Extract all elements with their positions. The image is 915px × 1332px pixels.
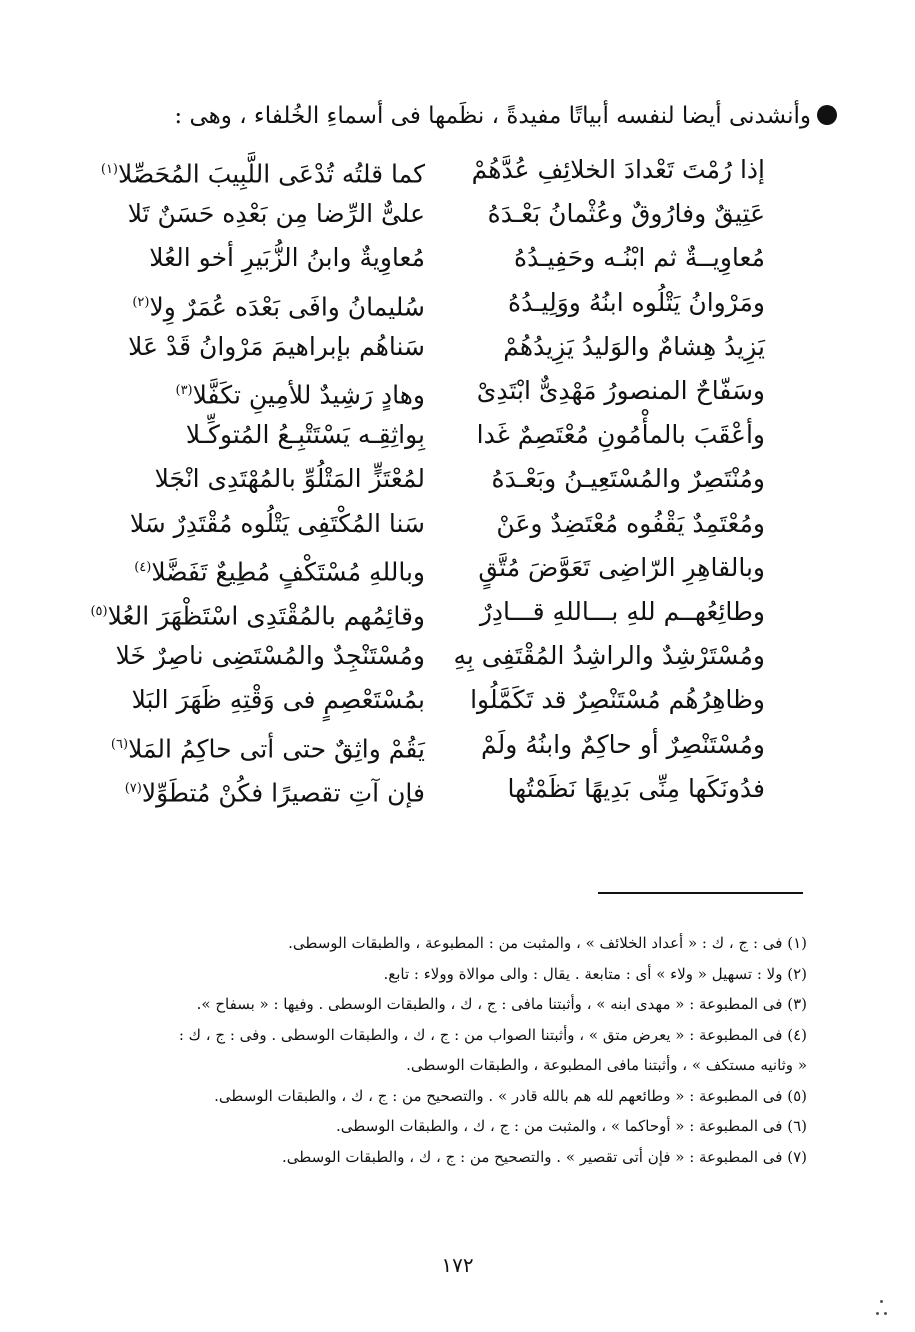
hemistich-text: وباللهِ مُسْتَكْفٍ مُطِيعٌ تَفَضَّلا: [151, 557, 425, 587]
intro-line: [77, 98, 837, 134]
footnote-marker: (٦): [110, 736, 129, 752]
second-hemistich: [95, 634, 425, 678]
second-hemistich: [95, 325, 425, 369]
verse-2: [0, 192, 915, 236]
bullet-icon: [817, 105, 837, 125]
footnote-6: (٦) فى المطبوعة : « أوحاكما » ، والمثبت من : ج ، ك ، والطبقات الوسطى.: [336, 1117, 807, 1135]
scan-speck: [876, 1312, 879, 1315]
second-hemistich: [95, 723, 425, 771]
verse-4: [0, 281, 915, 325]
hemistich-text: بِواثِقِـه يَسْتَتْبِـعُ المُتوكِّـلا: [185, 420, 425, 450]
footnote-1: (١) فى : ج ، ك : « أعداد الخلائف » ، والمثبت من : المطبوعة ، والطبقات الوسطى.: [288, 934, 807, 952]
hemistich-text: بمُسْتَعْصِمٍ فى وَقْتِهِ ظَهَرَ البَلا: [131, 685, 425, 715]
footnote-5: (٥) فى المطبوعة : « وطائعهم لله هم بالله قادر » . والتصحيح من : ج ، ك ، والطبقات الوسطى.: [214, 1086, 807, 1105]
footnote-4-continued: « وثانيه مستكف » ، وأثبتنا مافى المطبوعة ، والطبقات الوسطى.: [406, 1056, 807, 1074]
footnote-marker: (٧): [124, 780, 142, 796]
footnote-marker: (١): [100, 162, 118, 177]
first-hemistich: يَزِيدُ هِشامٌ والوَليدُ يَزِيدُهُمْ: [503, 331, 765, 361]
footnote-marker: (٣): [175, 383, 193, 398]
second-hemistich: [95, 457, 425, 501]
first-hemistich: ومُعْتَمِدٌ يَقْفُوه مُعْتَضِدٌ وعَنْ: [496, 508, 765, 538]
first-hemistich: وطائِعُهــم للهِ بـــاللهِ قـــادِرٌ: [479, 597, 765, 626]
footnote-marker: (٤): [134, 559, 152, 575]
verse-15: [0, 767, 915, 811]
first-hemistich: ومُسْتَنْصِرٌ أو حاكِمٌ وابنُهُ ولَمْ: [481, 729, 765, 759]
verse-6: [0, 369, 915, 413]
verse-14: [0, 723, 915, 767]
first-hemistich: وبالقاهِرِ الرّاضِى تَعَوَّضَ مُتَّقٍ: [478, 552, 765, 582]
second-hemistich: [95, 236, 425, 280]
footnote-separator: [598, 892, 803, 894]
first-hemistich: ومَرْوانُ يَتْلُوه ابنُهُ ووَلِيـدُهُ: [508, 287, 765, 317]
hemistich-text: سَنا المُكْتَفِى يَتْلُوه مُقْتَدِرٌ سَلا: [129, 508, 425, 538]
verse-7: [0, 413, 915, 457]
intro-text: وأنشدنى أيضا لنفسه أبياتًا مفيدةً ، نظَمها فى أسماءِ الخُلفاء ، وهى :: [174, 103, 811, 129]
first-hemistich: وسَفّاحٌ المنصورُ مَهْدِىٌّ ابْتَدِىْ: [476, 376, 765, 405]
footnote-marker: (٥): [90, 604, 108, 619]
hemistich-text: مُعاوِيةٌ وابنُ الزُّبَيرِ أخو العُلا: [149, 243, 425, 273]
hemistich-text: سَناهُم بإبراهيمَ مَرْوانُ قَدْ عَلا: [128, 331, 425, 361]
second-hemistich: [95, 148, 425, 196]
scan-speck: [884, 1312, 887, 1315]
second-hemistich: [95, 192, 425, 236]
verse-3: [0, 236, 915, 280]
hemistich-text: وهادٍ رَشِيدٌ للأمِينِ تكَفَّلا: [192, 380, 425, 410]
first-hemistich: ومُسْتَرْشِدٌ والراشِدُ المُقْتَفِى بِهِ: [453, 641, 765, 671]
second-hemistich: [95, 678, 425, 722]
page-number: ١٧٢: [441, 1253, 474, 1277]
hemistich-text: سُليمانُ وافَى بَعْدَه عُمَرٌ وِلا: [149, 291, 425, 321]
verse-5: [0, 325, 915, 369]
hemistich-text: فإن آتِ تقصيرًا فكُنْ مُتطَوِّلا: [141, 778, 425, 808]
second-hemistich: [95, 413, 425, 457]
first-hemistich: فدُونَكَها مِنِّى بَدِيهًا نَظَمْتُها: [507, 773, 765, 803]
verse-10: [0, 546, 915, 590]
second-hemistich: [90, 590, 425, 638]
second-hemistich: [95, 502, 425, 546]
footnote-3: (٣) فى المطبوعة : « مهدى ابنه » ، وأثبتنا مافى : ج ، ك ، والطبقات الوسطى . وفيها : « بسفاح ».: [196, 995, 807, 1013]
second-hemistich: [95, 281, 425, 329]
first-hemistich: إذا رُمْتَ تَعْدادَ الخلائِفِ عُدَّهُمْ: [471, 155, 765, 184]
first-hemistich: مُعاوِيــةٌ ثم ابْنُـه وحَفِيـدُهُ: [513, 243, 765, 273]
footnotes: [87, 928, 807, 1172]
second-hemistich: [95, 546, 425, 594]
first-hemistich: ومُنْتَصِرٌ والمُسْتَعِيـنُ وبَعْـدَهُ: [491, 464, 765, 494]
hemistich-text: كما قلتُه تُدْعَى اللَّبِيبَ المُحَصِّلا: [118, 159, 425, 189]
verse-11: [0, 590, 915, 634]
footnote-7: (٧) فى المطبوعة : « فإن أتى تقصير » . والتصحيح من : ج ، ك ، والطبقات الوسطى.: [282, 1147, 807, 1166]
verse-12: [0, 634, 915, 678]
verse-1: [0, 148, 915, 192]
verse-13: [0, 678, 915, 722]
first-hemistich: وظاهِرُهُم مُسْتَنْصِرٌ قد تَكَمَّلُوا: [470, 685, 765, 715]
verse-8: [0, 457, 915, 501]
second-hemistich: [95, 767, 425, 815]
hemistich-text: لمُعْتَزٍّ المَتْلُوِّ بالمُهْتَدِى انْجَلا: [154, 464, 425, 494]
second-hemistich: [95, 369, 425, 417]
footnote-marker: (٢): [132, 294, 150, 310]
footnote-4: (٤) فى المطبوعة : « يعرض متق » ، وأثبتنا الصواب من : ج ، ك ، والطبقات الوسطى . وفى : ج ، ك :: [178, 1025, 807, 1044]
first-hemistich: عَتِيقٌ وفارُوقٌ وعُثْمانُ بَعْـدَهُ: [487, 199, 765, 229]
verse-9: [0, 502, 915, 546]
first-hemistich: وأعْقَبَ بالمأْمُونِ مُعْتَصِمٌ غَدا: [476, 420, 765, 450]
footnote-2: (٢) ولا : تسهيل « ولاء » أى : متابعة . يقال : والى موالاة وولاء : تابع.: [383, 964, 807, 983]
hemistich-text: ومُسْتَنْجِدٌ والمُسْتَضِى ناصِرٌ خَلا: [115, 641, 425, 671]
hemistich-text: يَقُمْ واثِقٌ حتى أتى حاكِمُ المَلا: [128, 733, 425, 763]
scan-speck: [880, 1300, 883, 1303]
hemistich-text: وقائِمُهم بالمُقْتَدِى اسْتَظْهَرَ العُلا: [107, 601, 425, 631]
hemistich-text: علىٌّ الرِّضا مِن بَعْدِه حَسَنٌ تَلا: [127, 199, 425, 229]
